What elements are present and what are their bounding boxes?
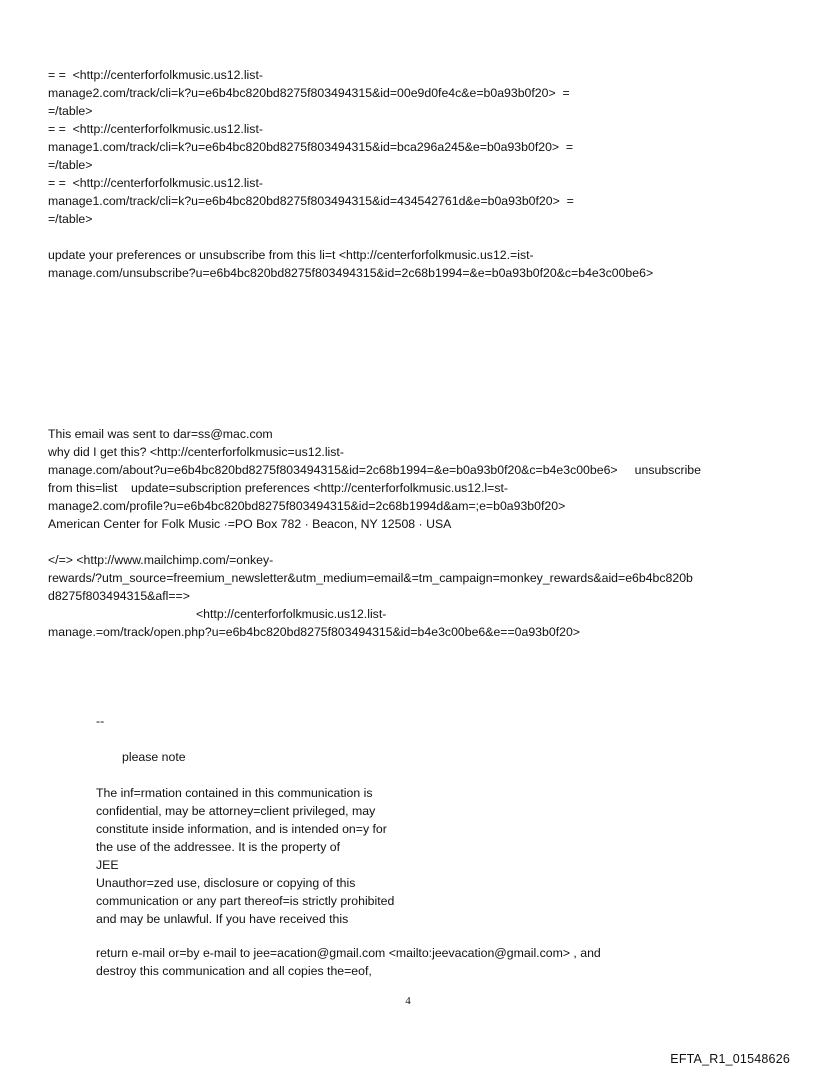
mailchimp-line-1: </=> <http://www.mailchimp.com/=onkey- <box>48 553 274 567</box>
why-line-3: from this=list update=subscription preferences <http://centerforfolkmusic.us12.l=st- <box>48 481 508 495</box>
disclaimer-line-5: JEE <box>96 858 119 872</box>
link-3-line-3: =/table> <box>48 212 93 226</box>
disclaimer-line-4: the use of the addressee. It is the property of <box>96 840 341 854</box>
postal-address: American Center for Folk Music ·=PO Box 782 · Beacon, NY 12508 · USA <box>48 517 452 531</box>
page-number: 4 <box>405 995 411 1007</box>
disclaimer-line-8: and may be unlawful. If you have received this <box>96 912 349 926</box>
link-3-line-1: = = <http://centerforfolkmusic.us12.list- <box>48 176 263 190</box>
return-line-1: return e-mail or=by e-mail to jee=acation@gmail.com <mailto:jeevacation@gmail.com> , and <box>96 946 601 960</box>
link-2-line-2: manage1.com/track/cli=k?u=e6b4bc820bd8275f803494315&id=bca296a245&e=b0a93b0f20> = <box>48 140 574 154</box>
link-1-line-1: = = <http://centerforfolkmusic.us12.list- <box>48 68 263 82</box>
update-prefs-line-1: update your preferences or unsubscribe from this li=t <http://centerforfolkmusic.us12.=ist- <box>48 248 534 262</box>
document-id: EFTA_R1_01548626 <box>670 1052 790 1066</box>
please-note: please note <box>122 750 186 764</box>
disclaimer-line-7: communication or any part thereof=is strictly prohibited <box>96 894 395 908</box>
disclaimer-line-6: Unauthor=zed use, disclosure or copying of this <box>96 876 356 890</box>
disclaimer-line-1: The inf=rmation contained in this communication is <box>96 786 373 800</box>
why-line-4: manage2.com/profile?u=e6b4bc820bd8275f803494315&id=2c68b1994d&am=;e=b0a93b0f20> <box>48 499 566 513</box>
open-track-line-1: <http://centerforfolkmusic.us12.list- <box>196 607 387 621</box>
link-3-line-2: manage1.com/track/cli=k?u=e6b4bc820bd8275f803494315&id=434542761d&e=b0a93b0f20> = <box>48 194 574 208</box>
why-line-2: manage.com/about?u=e6b4bc820bd8275f803494315&id=2c68b1994=&e=b0a93b0f20&c=b4e3c00be6> unsubscribe <box>48 463 701 477</box>
mailchimp-line-3: d8275f803494315&afl==> <box>48 589 190 603</box>
link-1-line-3: =/table> <box>48 104 93 118</box>
signature-dashes: -- <box>96 714 105 728</box>
link-1-line-2: manage2.com/track/cli=k?u=e6b4bc820bd8275f803494315&id=00e9d0fe4c&e=b0a93b0f20> = <box>48 86 570 100</box>
disclaimer-line-3: constitute inside information, and is intended on=y for <box>96 822 387 836</box>
open-track-line-2: manage.=om/track/open.php?u=e6b4bc820bd8275f803494315&id=b4e3c00be6&e==0a93b0f20> <box>48 625 580 639</box>
disclaimer-line-2: confidential, may be attorney=client privileged, may <box>96 804 376 818</box>
update-prefs-line-2: manage.com/unsubscribe?u=e6b4bc820bd8275f803494315&id=2c68b1994=&e=b0a93b0f20&c=b4e3c00be6> <box>48 266 654 280</box>
return-line-2: destroy this communication and all copies the=eof, <box>96 964 372 978</box>
link-2-line-3: =/table> <box>48 158 93 172</box>
link-2-line-1: = = <http://centerforfolkmusic.us12.list- <box>48 122 263 136</box>
sent-to-line: This email was sent to dar=ss@mac.com <box>48 427 273 441</box>
why-line-1: why did I get this? <http://centerforfolkmusic=us12.list- <box>48 445 344 459</box>
mailchimp-line-2: rewards/?utm_source=freemium_newsletter&utm_medium=email&=tm_campaign=monkey_rewards&aid=e6b4bc820b <box>48 571 693 585</box>
